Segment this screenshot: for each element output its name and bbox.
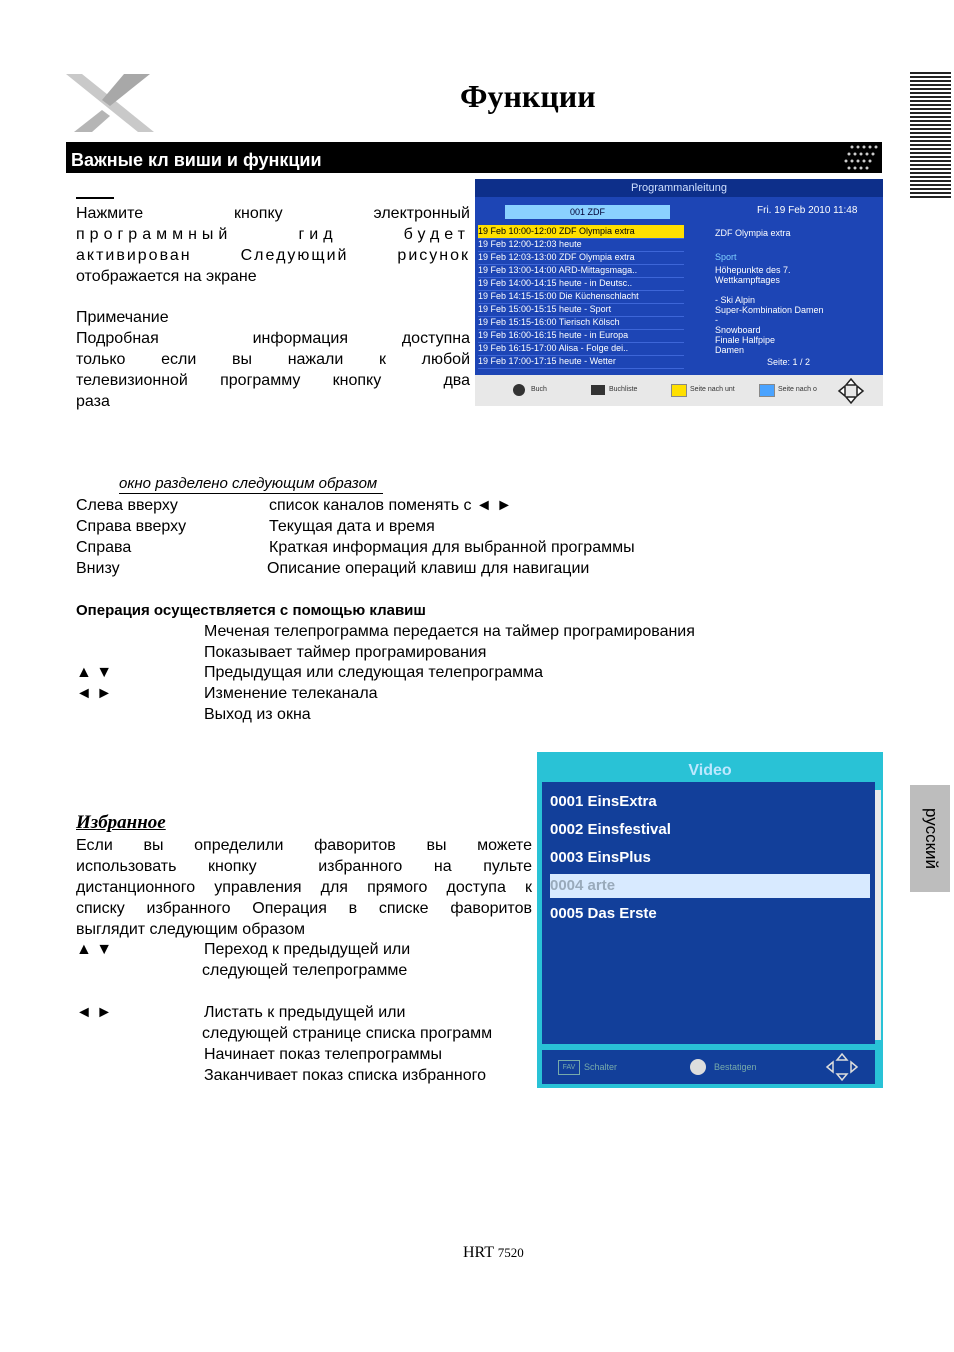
- epg-text-line1: [76, 203, 470, 224]
- favorites-key: ◄ ►: [76, 1004, 113, 1021]
- favorites-key-text: следующей странице списка программ: [202, 1025, 493, 1042]
- epg-info-line: Wettkampftages: [715, 275, 780, 285]
- operation-key: ▲ ▼: [76, 664, 113, 681]
- word: только: [76, 351, 126, 368]
- favorites-line1: [76, 835, 532, 856]
- word: информация: [252, 330, 348, 347]
- note-line3: [76, 370, 470, 391]
- favorites-line3: [76, 877, 532, 898]
- epg-row: 19 Feb 12:00-12:03 heute: [478, 238, 684, 252]
- word: фаворитов: [314, 837, 396, 854]
- favorites-line2: [76, 856, 532, 877]
- epg-row: 19 Feb 16:15-17:00 Alisa - Folge dei..: [478, 342, 684, 356]
- operation-text: Изменение телеканала: [204, 685, 378, 702]
- navigation-arrows-icon: [837, 377, 865, 405]
- underline-mark: [76, 197, 114, 199]
- epg-foot-page-down: Seite nach o: [778, 386, 817, 393]
- layout-text: Описание операций клавиш для навигации: [267, 560, 590, 577]
- operation-text: Меченая телепрограмма передается на таймер програмирования: [204, 623, 695, 640]
- epg-row: 19 Feb 17:00-17:15 heute - Wetter: [478, 355, 684, 369]
- fav-item: 0002 Einsfestival: [550, 821, 671, 838]
- fav-item: 0003 EinsPlus: [550, 849, 651, 866]
- word: можете: [477, 837, 532, 854]
- yellow-key-icon: [671, 384, 687, 397]
- word: использовать: [76, 858, 177, 875]
- word: кнопку: [208, 858, 257, 875]
- blue-key-icon: [759, 384, 775, 397]
- footer-model-name: HRT: [463, 1244, 494, 1261]
- page-title: Функции: [460, 78, 596, 114]
- epg-info-line: Höhepunkte des 7.: [715, 265, 791, 275]
- word: вы: [232, 351, 252, 368]
- epg-info-line: Snowboard: [715, 325, 761, 335]
- fav-item-selected: 0004 arte: [550, 874, 870, 898]
- favorites-key-text: Переход к предыдущей или: [204, 941, 411, 958]
- favorites-line5: выглядит следующим образом: [76, 921, 306, 938]
- ok-icon: [690, 1059, 706, 1075]
- decorative-stripes: [910, 72, 951, 198]
- fav-foot-confirm: Bestatigen: [714, 1062, 757, 1072]
- epg-datetime: Fri. 19 Feb 2010 11:48: [757, 205, 858, 216]
- word: Нажмите: [76, 205, 144, 222]
- favorites-start-text: Начинает показ телепрограммы: [204, 1046, 443, 1063]
- word: кнопку: [332, 372, 382, 389]
- word: гид: [298, 226, 338, 243]
- epg-row: 19 Feb 14:15-15:00 Die Küchenschlacht: [478, 290, 684, 304]
- word: дистанционного: [76, 879, 196, 896]
- favorites-key-text: следующей телепрограмме: [202, 962, 408, 979]
- word: списке: [378, 900, 429, 917]
- epg-row: 19 Feb 10:00-12:00 ZDF Olympia extra: [478, 225, 684, 239]
- epg-info-line: - Ski Alpin: [715, 295, 756, 305]
- layout-text: список каналов поменять с ◄ ►: [269, 497, 513, 514]
- favorites-key-text: Листать к предыдущей или: [204, 1004, 406, 1021]
- epg-info-title: ZDF Olympia extra: [715, 228, 791, 238]
- epg-row: 19 Feb 16:00-16:15 heute - in Europa: [478, 329, 684, 343]
- epg-info-line: -: [715, 315, 718, 325]
- epg-row: 19 Feb 15:00-15:15 heute - Sport: [478, 303, 684, 317]
- word: фаворитов: [450, 900, 532, 917]
- word: рисунок: [397, 247, 470, 264]
- epg-row: 19 Feb 13:00-14:00 ARD-Mittagsmaga..: [478, 264, 684, 278]
- scrollbar: [875, 790, 881, 1040]
- word: к: [378, 351, 386, 368]
- word: для: [320, 879, 348, 896]
- section-title: Важные кл виши и функции: [71, 150, 322, 170]
- word: Операция: [252, 900, 327, 917]
- fav-foot-switch: Schalter: [584, 1062, 618, 1072]
- epg-text-line3: [76, 245, 470, 266]
- operation-text: Показывает таймер програмирования: [204, 644, 487, 661]
- epg-info-line: Finale Halfpipe: [715, 335, 776, 345]
- fav-item: 0005 Das Erste: [550, 905, 657, 922]
- word: вы: [426, 837, 447, 854]
- layout-label: Справа: [76, 539, 132, 556]
- word: Следующий: [240, 247, 349, 264]
- word: два: [443, 372, 470, 389]
- layout-label: Справа вверху: [76, 518, 187, 535]
- epg-foot-page-up: Seite nach unt: [690, 386, 735, 393]
- word: программу: [220, 372, 301, 389]
- epg-footer: [475, 375, 883, 406]
- epg-row: 19 Feb 15:15-16:00 Tierisch Kölsch: [478, 316, 684, 330]
- note-line2: [76, 349, 470, 370]
- operation-text: Предыдущая или следующая телепрограмма: [204, 664, 544, 681]
- word: определили: [194, 837, 284, 854]
- epg-page-label: Seite: 1 / 2: [767, 357, 811, 367]
- epg-info-line: Super-Kombination Damen: [715, 305, 824, 315]
- epg-text-line4: отображается на экране: [76, 268, 257, 285]
- word: избранного: [318, 858, 403, 875]
- favorites-end-text: Заканчивает показ списка избранного: [204, 1067, 486, 1084]
- operation-text: Выход из окна: [204, 706, 311, 723]
- word: управления: [214, 879, 302, 896]
- epg-header: Programmanleitung: [475, 179, 883, 197]
- note-label: Примечание: [76, 309, 169, 326]
- word: доступа: [446, 879, 506, 896]
- word: прямого: [367, 879, 428, 896]
- word: если: [161, 351, 197, 368]
- word: будет: [403, 226, 470, 243]
- language-label: русский: [922, 807, 941, 869]
- epg-foot-booklist: Buchliste: [609, 386, 638, 393]
- epg-info-line: Sport: [715, 252, 737, 262]
- epg-row: 19 Feb 14:00-14:15 heute - in Deutsc..: [478, 277, 684, 291]
- favorites-heading: Избранное: [76, 812, 166, 833]
- brand-logo: [64, 70, 160, 136]
- epg-channel-selector: 001 ZDF: [505, 205, 670, 219]
- footer-model: [463, 1244, 524, 1262]
- footer-model-number: 7520: [497, 1245, 524, 1260]
- word: списку: [76, 900, 125, 917]
- epg-row: 19 Feb 12:03-13:00 ZDF Olympia extra: [478, 251, 684, 265]
- epg-foot-book: Buch: [531, 386, 547, 393]
- window-layout-heading: окно разделено следующим образом: [119, 475, 383, 494]
- word: к: [524, 879, 532, 896]
- operation-key: ◄ ►: [76, 685, 113, 702]
- layout-text: Текущая дата и время: [269, 518, 435, 535]
- word: избранного: [146, 900, 231, 917]
- favorites-key: ▲ ▼: [76, 941, 113, 958]
- section-bar-dots: [842, 141, 882, 174]
- fav-footer: [542, 1050, 875, 1084]
- favorites-line4: [76, 898, 532, 919]
- word: телевизионной: [76, 372, 188, 389]
- fav-item: 0001 EinsExtra: [550, 793, 657, 810]
- word: электронный: [373, 205, 470, 222]
- word: нажали: [287, 351, 344, 368]
- word: на: [433, 858, 452, 875]
- word: пульте: [483, 858, 533, 875]
- fav-title: Video: [688, 762, 732, 779]
- word: любой: [421, 351, 471, 368]
- favorites-screenshot: [537, 752, 883, 1088]
- note-line1: [76, 328, 470, 349]
- word: в: [348, 900, 358, 917]
- word: вы: [143, 837, 164, 854]
- epg-screenshot: [475, 179, 883, 406]
- fav-key-icon: FAV: [558, 1060, 580, 1075]
- epg-info-line: Damen: [715, 345, 745, 355]
- layout-text: Краткая информация для выбранной программы: [269, 539, 635, 556]
- operations-heading: Операция осуществляется с помощью клавиш: [76, 602, 426, 619]
- fav-list-panel: [542, 782, 875, 1044]
- word: Подробная: [76, 330, 159, 347]
- layout-label: Слева вверху: [76, 497, 178, 514]
- layout-label: Внизу: [76, 560, 120, 577]
- word: доступна: [401, 330, 470, 347]
- navigation-arrows-icon: [824, 1052, 860, 1082]
- word: программный: [76, 226, 233, 243]
- word: Если: [76, 837, 113, 854]
- list-icon: [591, 385, 605, 395]
- epg-text-line2: [76, 224, 470, 245]
- note-line4: раза: [76, 393, 110, 410]
- word: кнопку: [234, 205, 283, 222]
- ok-icon: [513, 384, 525, 396]
- word: активирован: [76, 247, 192, 264]
